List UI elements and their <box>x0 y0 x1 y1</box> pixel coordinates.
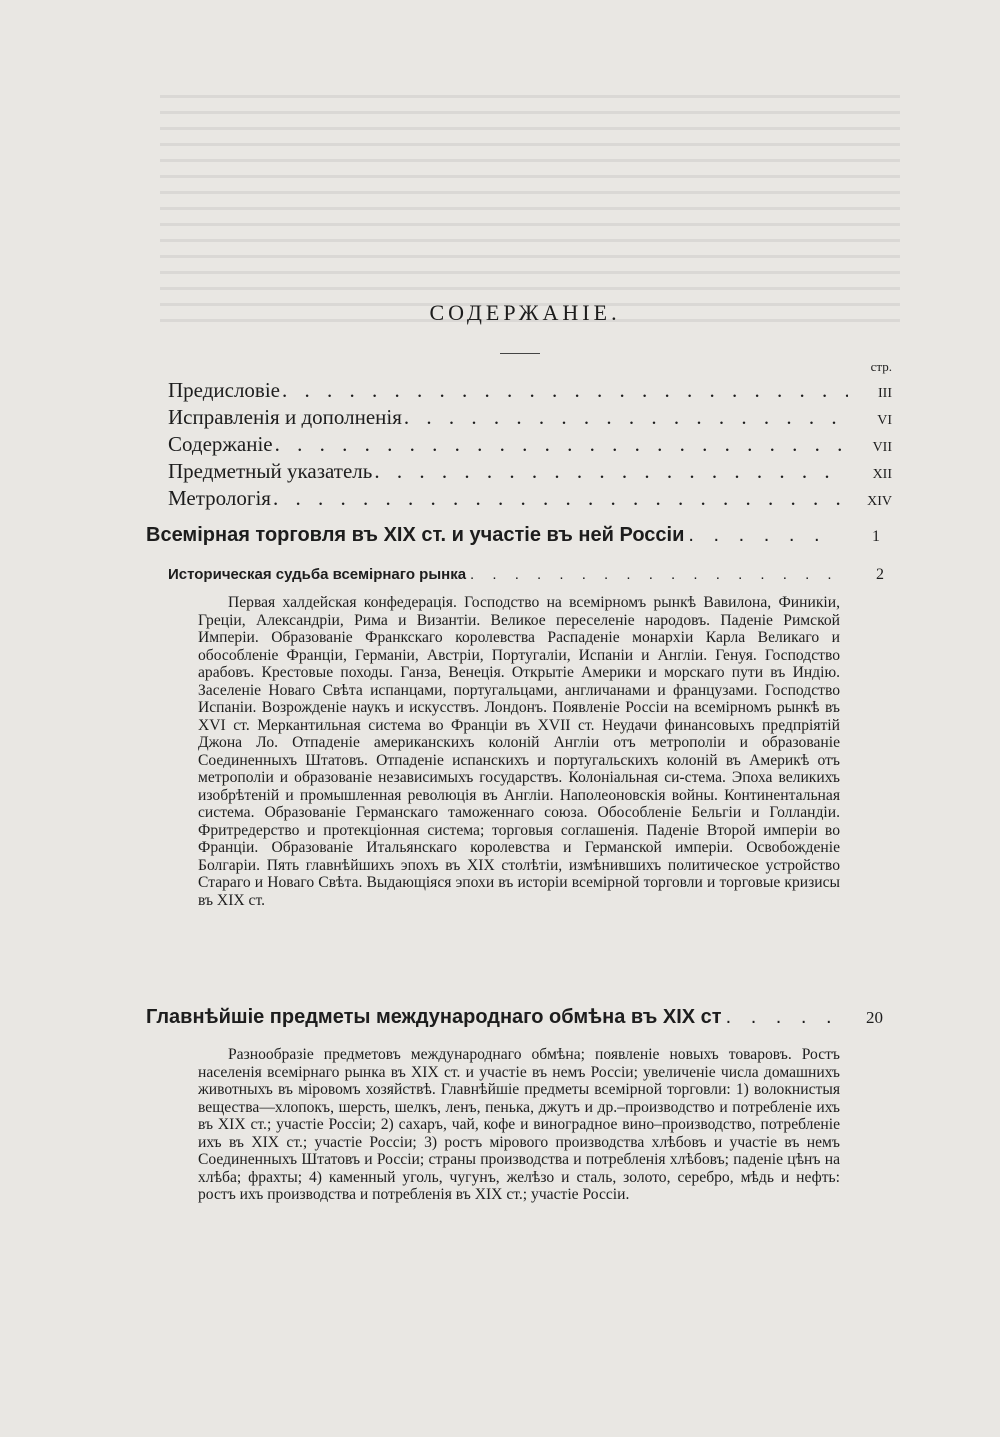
leader-dots <box>726 1006 837 1029</box>
toc-entry-label: Исправленія и дополненія <box>168 405 402 429</box>
section-summary: Первая халдейская конфедерація. Господство на всемірномъ рынкѣ Вавилона, Финикіи, Греціи, Александріи, Рима и Византіи. Великое переселеніе народовъ. Паденіе Римской Имперіи. Образованіе Франкскаго королевства Распаденіе монархіи Карла Великаго и обособленіе Франціи, Германіи, Австріи, Португаліи, Испаніи и Англіи. Генуя. Господство арабовъ. Крестовые походы. Ганза, Венеція. Открытіе Америки и морскаго пути въ Индію. Заселеніе Новаго Свѣта испанцами, португальцами, англичанами и французами. Господство Испаніи. Возрожденіе наукъ и искусствъ. Лондонъ. Появленіе Россіи на всемірномъ рынкѣ въ XVI ст. Меркантильная система во Франціи въ XVII ст. Неудачи финансовыхъ предпріятій Джона Ло. Отпаденіе американскихъ колоній Англіи отъ метрополіи и образованіе Соединенныхъ Штатовъ. Отпаденіе испанскихъ и португальскихъ колоній въ Америкѣ отъ метрополіи и образованіе независимыхъ государствъ. Колоніальная си-стема. Эпоха великихъ изобрѣтеній и промышленная революція въ Англіи. Наполеоновскія войны. Континентальная система. Образованіе Германскаго таможеннаго союза. Обособленіе Бельгіи и Голландіи. Фритредерство и протекціонная система; торговыя соглашенія. Паденіе Второй имперіи во Франціи. Образованіе Итальянскаго королевства и Германской имперіи. Освобожденіе Болгаріи. Пять главнѣйшихъ эпохъ въ XIX столѣтіи, измѣнившихъ политическое устройство Стараго и Новаго Свѣта. Выдающіяся эпохи въ исторіи всемірной торговли и торговые кризисы въ XIX ст. <box>198 594 840 909</box>
toc-entry-label: Предисловіе <box>168 378 281 402</box>
toc-entry[interactable] <box>168 405 892 430</box>
toc-entry-page: III <box>878 386 892 401</box>
page-column-label: стр. <box>870 359 892 374</box>
chapter-title: Всемірная торговля въ XIX ст. и участіе въ ней Россіи <box>146 524 685 546</box>
toc-entry-label: Содержаніе <box>168 432 273 456</box>
section-title: Историческая судьба всемірнаго рынка <box>168 566 467 583</box>
leader-dots <box>470 566 844 583</box>
toc-entry-page: VII <box>872 440 892 455</box>
leader-dots <box>374 459 848 484</box>
chapter-page: 20 <box>866 1008 883 1027</box>
toc-entry[interactable] <box>168 378 892 403</box>
bleed-through-text <box>160 95 900 325</box>
chapter-heading[interactable] <box>146 1006 883 1029</box>
toc-entry-page: VI <box>877 413 892 428</box>
section-heading[interactable] <box>168 566 884 584</box>
toc-entry-page: XII <box>872 467 892 482</box>
chapter-summary: Разнообразіе предметовъ международнаго обмѣна; появленіе новыхъ товаровъ. Ростъ населенія всемірнаго рынка въ XIX ст. и участіе въ немъ Россіи; увеличеніе числа домашнихъ животныхъ въ міровомъ хозяйствѣ. Главнѣйшіе предметы всемірной торговли: 1) волокнистыя вещества—хлопокъ, шерсть, шелкъ, ленъ, пенька, джутъ и др.–производство и потребленіе ихъ въ XIX ст.; участіе Россіи; 2) сахаръ, чай, кофе и виноградное вино–производство, потребленіе ихъ въ XIX ст.; участіе Россіи; 3) ростъ мірового производства хлѣбовъ и участіе въ немъ Соединенныхъ Штатовъ и Россіи; страны производства и потребленія хлѣбовъ; паденіе цѣнъ на хлѣба; фрахты; 4) каменный уголь, чугунъ, желѣзо и сталь, золото, серебро, мѣдь и нефть: ростъ ихъ производства и потребленія въ XIX ст.; участіе Россіи. <box>198 1046 840 1203</box>
chapter-title: Главнѣйшіе предметы международнаго обмѣна въ XIX ст <box>146 1006 722 1028</box>
leader-dots <box>688 524 840 547</box>
leader-dots <box>275 432 848 457</box>
chapter-page: 1 <box>872 528 880 545</box>
chapter-heading[interactable] <box>146 524 880 547</box>
leader-dots <box>404 405 848 430</box>
toc-entry-label: Предметный указатель <box>168 459 373 483</box>
toc-entry[interactable] <box>168 432 892 457</box>
toc-entry[interactable] <box>168 459 892 484</box>
toc-entry-page: XIV <box>867 494 892 509</box>
section-page: 2 <box>876 566 884 583</box>
page-title: СОДЕРЖАНІЕ. <box>429 300 621 325</box>
leader-dots <box>273 486 848 511</box>
title-rule <box>500 353 540 354</box>
toc-entry[interactable] <box>168 486 892 511</box>
toc-entry-label: Метрологія <box>168 486 271 510</box>
leader-dots <box>282 378 848 403</box>
